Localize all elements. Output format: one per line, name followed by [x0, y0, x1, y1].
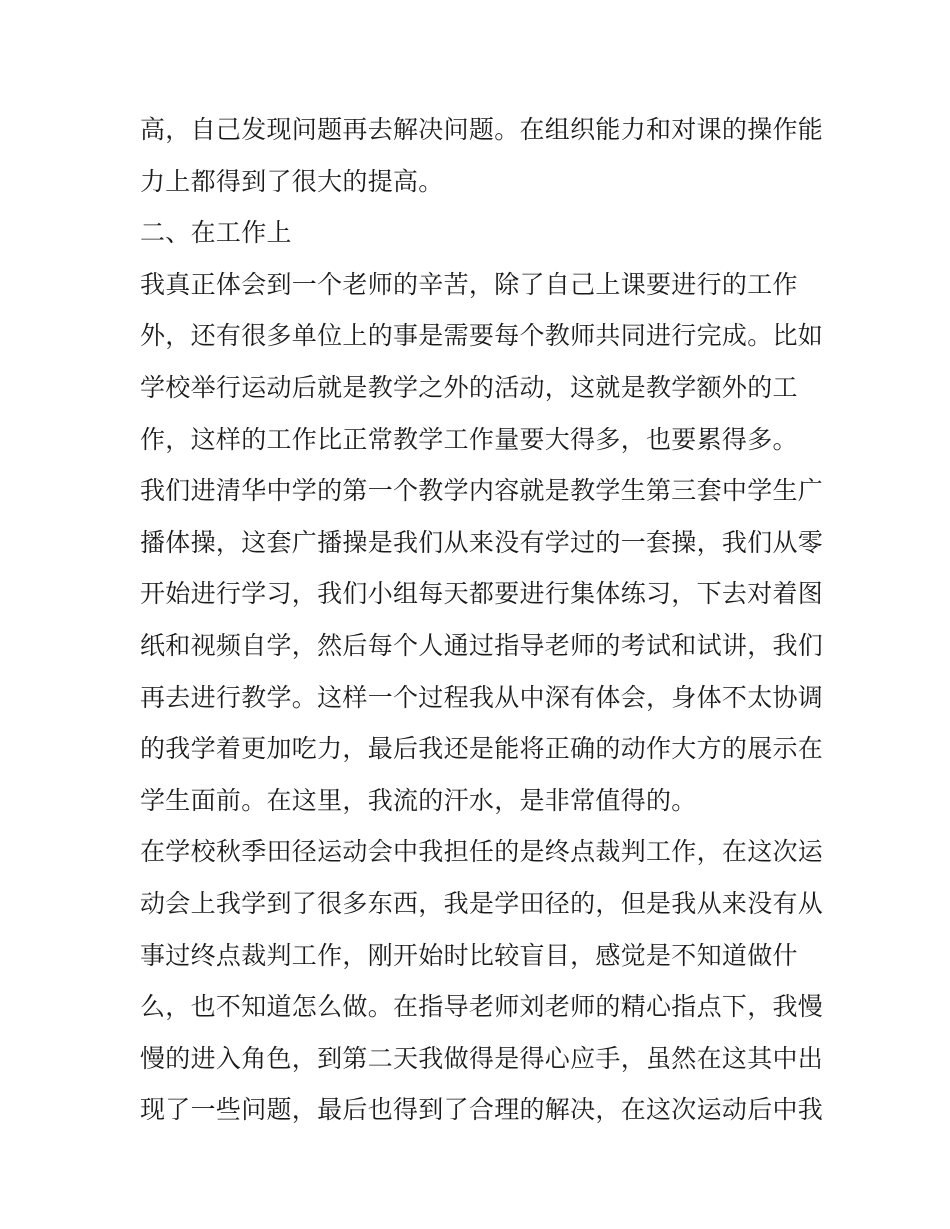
text-line: 开始进行学习，我们小组每天都要进行集体练习，下去对着图: [140, 579, 824, 609]
text-line: 么，也不知道怎么做。在指导老师刘老师的精心指点下，我慢: [140, 992, 824, 1022]
text-line: 我真正体会到一个老师的辛苦，除了自己上课要进行的工作: [140, 269, 798, 299]
text-line: 再去进行教学。这样一个过程我从中深有体会，身体不太协调: [140, 682, 824, 712]
section-heading: 二、在工作上: [140, 218, 292, 248]
text-line: 的我学着更加吃力，最后我还是能将正确的动作大方的展示在: [140, 734, 824, 764]
text-line: 事过终点裁判工作，刚开始时比较盲目，感觉是不知道做什: [140, 940, 798, 970]
document-body: [140, 110, 824, 1142]
text-line: 学校举行运动后就是教学之外的活动，这就是教学额外的工: [140, 372, 798, 402]
text-line: 慢的进入角色，到第二天我做得是得心应手，虽然在这其中出: [140, 1043, 824, 1073]
text-line: 高，自己发现问题再去解决问题。在组织能力和对课的操作能: [140, 115, 824, 144]
text-line: 外，还有很多单位上的事是需要每个教师共同进行完成。比如: [140, 321, 824, 351]
text-line: 学生面前。在这里，我流的汗水，是非常值得的。: [140, 785, 697, 815]
text-line: 在学校秋季田径运动会中我担任的是终点裁判工作，在这次运: [140, 837, 824, 867]
text-line: 我们进清华中学的第一个教学内容就是教学生第三套中学生广: [140, 476, 824, 506]
text-line: 现了一些问题，最后也得到了合理的解决，在这次运动后中我: [140, 1095, 824, 1125]
text-line: 播体操，这套广播操是我们从来没有学过的一套操，我们从零: [140, 527, 824, 557]
text-line: 动会上我学到了很多东西，我是学田径的，但是我从来没有从: [140, 888, 824, 918]
text-line: 力上都得到了很大的提高。: [140, 166, 444, 196]
text-line: 纸和视频自学，然后每个人通过指导老师的考试和试讲，我们: [140, 630, 824, 660]
text-line: 作，这样的工作比正常教学工作量要大得多，也要累得多。: [140, 424, 798, 454]
